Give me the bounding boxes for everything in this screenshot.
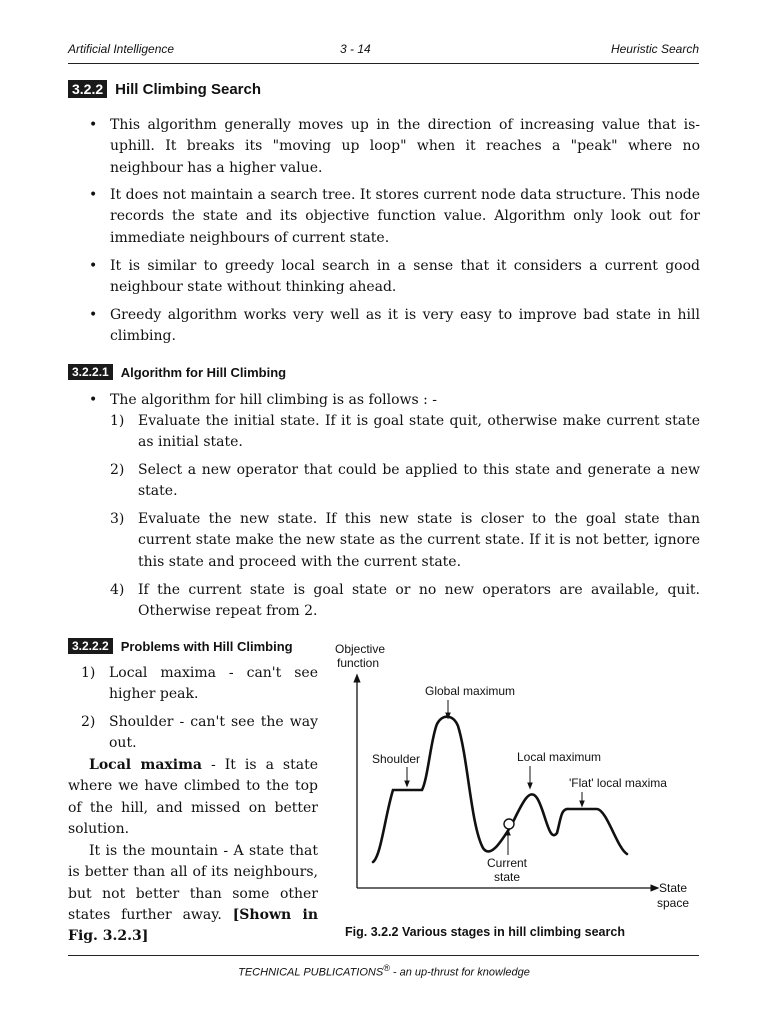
hill-climbing-diagram bbox=[325, 638, 700, 918]
x-axis-label-line1: State bbox=[659, 881, 688, 895]
step-text: Evaluate the new state. If this new state is closer to the goal state than current state make the new state as the current state. If it is not better, ignore this state and proceed with the current state. bbox=[138, 511, 700, 570]
subsection-number: 3.2.2.1 bbox=[68, 364, 113, 380]
step-number: 4) bbox=[110, 582, 125, 598]
footer-publisher: TECHNICAL PUBLICATIONS bbox=[238, 966, 384, 979]
local-maximum-label: Local maximum bbox=[517, 750, 602, 764]
subsection-heading bbox=[68, 638, 293, 654]
subsection-title: Problems with Hill Climbing bbox=[120, 638, 293, 654]
bullet-icon: • bbox=[89, 258, 98, 274]
current-state-label-line2: state bbox=[494, 870, 521, 884]
subsection-heading bbox=[68, 364, 286, 380]
section-heading bbox=[68, 80, 261, 98]
step-text: Select a new operator that could be applied to this state and generate a new state. bbox=[138, 462, 700, 500]
x-axis-label-line2: space bbox=[657, 896, 690, 910]
step-number: 3) bbox=[110, 511, 125, 527]
section-number: 3.2.2 bbox=[68, 80, 107, 98]
bullet-icon: • bbox=[89, 187, 98, 203]
local-maxima-paragraph bbox=[68, 755, 318, 840]
flat-local-maxima-label: 'Flat' local maxima bbox=[569, 776, 667, 790]
problem-text: Local maxima - can't see higher peak. bbox=[109, 665, 318, 703]
step-number: 1) bbox=[110, 413, 125, 429]
problem-number: 1) bbox=[81, 665, 96, 681]
bullet-text: It does not maintain a search tree. It stores current node data structure. This node records the state and its objective function value. Algorithm only look out for immediate neighbours of current state. bbox=[110, 187, 700, 246]
mountain-paragraph bbox=[68, 841, 318, 947]
algorithm-intro: The algorithm for hill climbing is as follows : - bbox=[110, 392, 438, 408]
bullet-text: Greedy algorithm works very well as it is very easy to improve bad state in hill climbing. bbox=[110, 307, 700, 345]
figure-caption: Fig. 3.2.2 Various stages in hill climbing search bbox=[345, 925, 625, 939]
y-axis-label-line2: function bbox=[337, 656, 380, 670]
subsection-title: Algorithm for Hill Climbing bbox=[120, 364, 287, 380]
mountain-definition: It is the mountain - A state that is better than all of its neighbours, but not better than some other states further away. bbox=[68, 843, 318, 923]
shoulder-label: Shoulder bbox=[372, 752, 421, 766]
problem-number: 2) bbox=[81, 714, 96, 730]
problem-text: Shoulder - can't see the way out. bbox=[109, 714, 318, 752]
y-axis-label-line1: Objective bbox=[335, 642, 386, 656]
bullet-text: This algorithm generally moves up in the direction of increasing value that is-uphill. It breaks its "moving up loop" when it reaches a "peak" where no neighbour has a higher value. bbox=[110, 117, 700, 176]
registered-mark: ® bbox=[383, 963, 390, 973]
step-text: If the current state is goal state or no new operators are available, quit. Otherwise repeat from 2. bbox=[138, 582, 700, 620]
header-rule bbox=[68, 63, 699, 64]
header-chapter-title: Heuristic Search bbox=[610, 42, 699, 56]
global-maximum-label: Global maximum bbox=[425, 684, 516, 698]
header-book-title: Artificial Intelligence bbox=[68, 42, 175, 56]
current-state-label-line1: Current bbox=[487, 856, 528, 870]
footer-rule bbox=[68, 955, 699, 956]
page-footer bbox=[0, 963, 768, 979]
bullet-text: It is similar to greedy local search in a sense that it considers a current good neighbour state without thinking ahead. bbox=[110, 258, 700, 296]
bullet-icon: • bbox=[89, 392, 98, 408]
subsection-number: 3.2.2.2 bbox=[68, 638, 113, 654]
section-title: Hill Climbing Search bbox=[115, 80, 262, 98]
current-state-marker bbox=[504, 819, 514, 829]
step-number: 2) bbox=[110, 462, 125, 478]
figure-reference: [Shown in Fig. 3.2.3] bbox=[68, 906, 319, 945]
local-maxima-definition: - It is a state where we have climbed to the top of the hill, and missed on better solution. bbox=[68, 757, 318, 837]
footer-tagline: - an up-thrust for knowledge bbox=[389, 966, 530, 979]
running-header bbox=[68, 42, 699, 58]
local-maxima-term: Local maxima bbox=[89, 757, 202, 773]
header-page-number: 3 - 14 bbox=[340, 42, 371, 56]
bullet-icon: • bbox=[89, 117, 98, 133]
step-text: Evaluate the initial state. If it is goal state quit, otherwise make current state as initial state. bbox=[138, 413, 700, 451]
bullet-icon: • bbox=[89, 307, 98, 323]
